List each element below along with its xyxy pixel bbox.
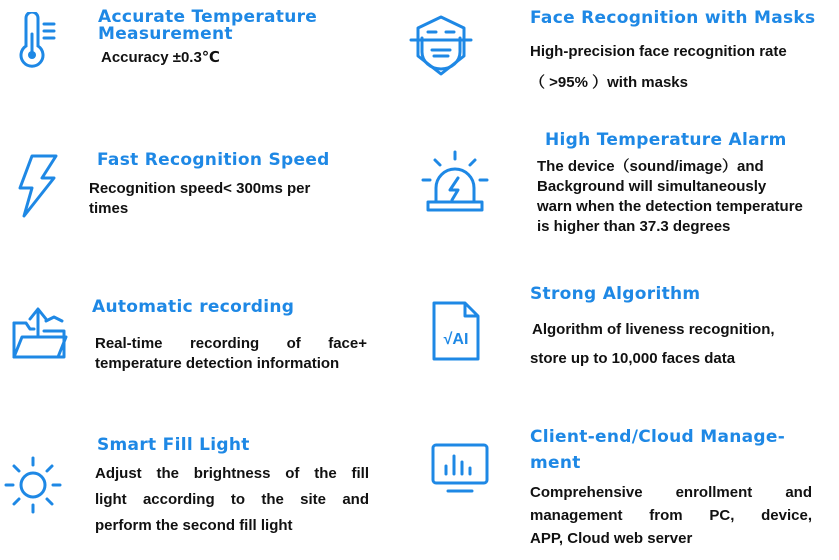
title-line: High Temperature Alarm <box>545 130 787 150</box>
feature-title <box>98 9 317 43</box>
description-line: temperature detection information <box>95 355 340 372</box>
lightning-bolt-icon <box>16 154 62 218</box>
feature-description <box>532 315 775 373</box>
description-line: Algorithm of liveness recognition, <box>532 321 775 338</box>
feature-title <box>530 424 785 476</box>
title-line: Client-end/Cloud Manage- <box>530 427 786 447</box>
feature-description <box>530 36 787 98</box>
description-line: is higher than 37.3 degrees <box>537 218 731 235</box>
alarm-beacon-icon <box>420 150 490 214</box>
feature-title <box>92 299 294 316</box>
title-line: Strong Algorithm <box>530 284 701 304</box>
title-line: Measurement <box>98 24 233 44</box>
ai-document-icon <box>431 300 481 362</box>
feature-title <box>97 437 250 454</box>
description-line: Real-time recording of face+ <box>95 335 367 352</box>
description-line: APP, Cloud web server <box>530 530 693 547</box>
sun-icon <box>3 455 63 515</box>
feature-title <box>545 132 787 149</box>
feature-description <box>95 334 367 374</box>
feature-description <box>537 157 803 237</box>
description-line: Background will simultaneously <box>537 178 767 195</box>
feature-title <box>530 286 700 303</box>
title-line: Smart Fill Light <box>97 435 250 455</box>
description-line: times <box>89 200 129 217</box>
title-line: Face Recognition with Masks <box>530 8 816 28</box>
masked-face-icon <box>408 14 474 78</box>
description-line: Comprehensive enrollment and <box>530 484 812 501</box>
description-line: management from PC, device, <box>530 507 812 524</box>
description-line: Adjust the brightness of the fill <box>95 465 369 482</box>
monitor-chart-icon <box>430 442 490 494</box>
title-line: Accurate Temperature <box>98 7 318 27</box>
feature-description <box>95 461 369 539</box>
description-line: light according to the site and <box>95 491 369 508</box>
description-line: Accuracy ±0.3℃ <box>101 49 220 66</box>
feature-title <box>530 10 815 27</box>
description-line: store up to 10,000 faces data <box>530 350 736 367</box>
title-line: Fast Recognition Speed <box>97 150 330 170</box>
description-line: （ >95% ）with masks <box>530 74 688 91</box>
description-line: warn when the detection temperature <box>537 198 803 215</box>
feature-description <box>530 481 812 550</box>
description-line: The device（sound/image）and <box>537 158 764 175</box>
folder-upload-icon <box>10 305 68 361</box>
ai-document-label: √AI <box>443 331 469 348</box>
description-line: perform the second fill light <box>95 517 293 534</box>
feature-title <box>97 152 330 169</box>
feature-description <box>89 179 310 219</box>
description-line: Recognition speed< 300ms per <box>89 180 311 197</box>
title-line: Automatic recording <box>92 297 295 317</box>
thermometer-icon <box>18 12 58 72</box>
description-line: High-precision face recognition rate <box>530 43 787 60</box>
feature-description <box>101 48 220 68</box>
title-line: ment <box>530 453 581 473</box>
